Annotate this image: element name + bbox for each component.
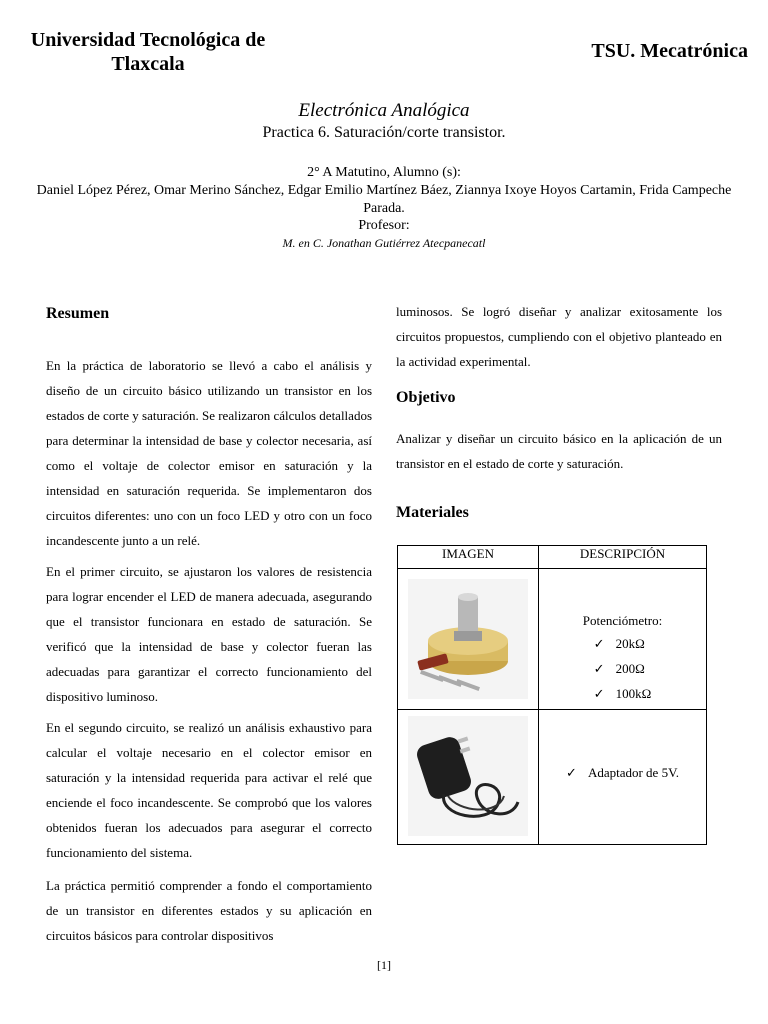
resumen-paragraph-4-continued: luminosos. Se logró diseñar y analizar exitosamente los circuitos propuestos, cumpliendo con el objetivo planteado en la actividad experimental.	[396, 304, 722, 369]
materials-table	[397, 545, 707, 845]
value-20k: 20kΩ	[615, 636, 645, 651]
department-name: TSU. Mecatrónica	[591, 40, 748, 62]
table-row	[398, 710, 707, 845]
materials-table-header	[398, 546, 707, 569]
group-line: 2° A Matutino, Alumno (s):	[307, 165, 461, 180]
resumen-paragraph-3: En el segundo circuito, se realizó un análisis exhaustivo para calcular el voltaje necesario en el colector emisor en saturación y la intensidad requerida para activar el relé que enciende el foco incandescente. Se comprobó que los valores obtenidos fueran los adecuados para asegurar el correcto funcionamiento del sistema.	[46, 720, 372, 860]
list-item	[594, 656, 652, 681]
potentiometer-image	[408, 579, 528, 699]
potentiometer-description	[539, 569, 707, 710]
resumen-paragraph-2: En el primer circuito, se ajustaron los valores de resistencia para lograr encender el LED de manera adecuada, asegurando que el transistor funcionara en estado de saturación. Se verificó que la intensidad de base y colector fueran las adecuadas para garantizar el correcto funcionamiento del dispositivo luminoso.	[46, 564, 372, 704]
list-item	[594, 631, 652, 656]
list-item	[566, 760, 679, 785]
check-icon: ✓	[593, 686, 605, 701]
objetivo-text: Analizar y diseñar un circuito básico en la aplicación de un transistor en el estado de corte y saturación.	[396, 431, 722, 471]
professor-label: Profesor:	[358, 218, 410, 233]
potentiometer-title: Potenciómetro:	[582, 613, 663, 628]
check-icon: ✓	[593, 636, 605, 651]
materiales-heading: Materiales	[396, 504, 469, 521]
practice-title: Practica 6. Saturación/corte transistor.	[262, 124, 506, 141]
adapter-image-cell	[398, 710, 539, 845]
resumen-heading: Resumen	[46, 305, 110, 322]
objetivo-heading: Objetivo	[396, 389, 456, 406]
value-200: 200Ω	[615, 661, 645, 676]
potentiometer-image-cell	[398, 569, 539, 710]
column-header-description: DESCRIPCIÓN	[539, 546, 707, 569]
list-item	[594, 681, 652, 706]
column-header-image: IMAGEN	[398, 546, 539, 569]
university-name: Universidad Tecnológica de Tlaxcala	[30, 29, 266, 75]
subject-title: Electrónica Analógica	[298, 100, 470, 121]
table-row	[398, 569, 707, 710]
page-number: [1]	[377, 958, 391, 972]
student-names: Daniel López Pérez, Omar Merino Sánchez, Edgar Emilio Martínez Báez, Ziannya Ixoye Hoyos Cartamin, Frida Campeche Parada.	[36, 183, 732, 216]
potentiometer-values-list	[594, 631, 652, 706]
check-icon: ✓	[565, 765, 577, 780]
adapter-image	[408, 716, 528, 836]
check-icon: ✓	[593, 661, 605, 676]
resumen-paragraph-4: La práctica permitió comprender a fondo el comportamiento de un transistor en diferentes estados y su aplicación en circuitos básicos para controlar dispositivos	[46, 878, 372, 943]
adapter-label: Adaptador de 5V.	[587, 765, 680, 780]
adapter-list	[566, 760, 679, 785]
adapter-description	[539, 710, 707, 845]
professor-name: M. en C. Jonathan Gutiérrez Atecpanecatl	[282, 236, 486, 250]
value-100k: 100kΩ	[615, 686, 652, 701]
resumen-paragraph-1: En la práctica de laboratorio se llevó a cabo el análisis y diseño de un circuito básico utilizando un transistor en los estados de corte y saturación. Se realizaron cálculos detallados para determinar la intensidad de base y colector necesaria, así como el voltaje de colector emisor en saturación y la intensidad en saturación requerida. Se implementaron dos circuitos diferentes: uno con un foco LED y otro con un foco incandescente junto a un relé.	[46, 358, 372, 548]
